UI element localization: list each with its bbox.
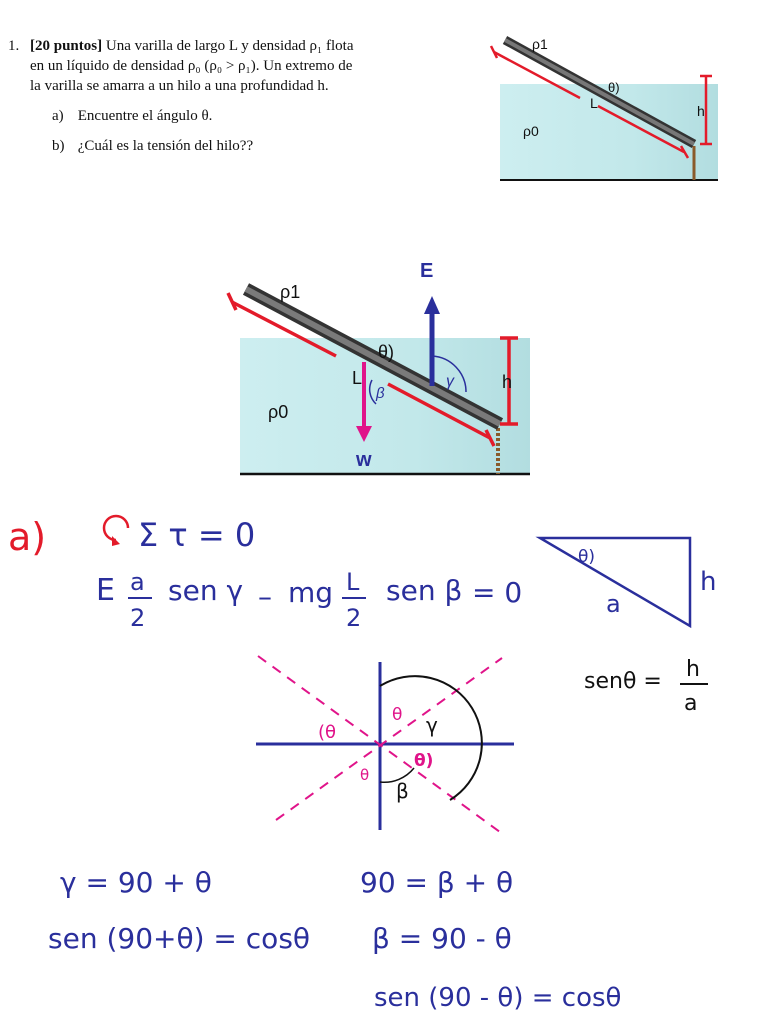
problem-number: 1.	[8, 38, 20, 54]
large-theta-label: θ)	[378, 342, 395, 362]
problem-text-3: la varilla se amarra a un hilo a una profundidad h.	[30, 78, 329, 94]
angle-diagram	[256, 656, 514, 832]
large-gamma-label: γ	[446, 373, 454, 390]
eq-sen-beta: sen (90 - θ) = cosθ	[374, 983, 622, 1013]
moment-frac1-num: a	[130, 568, 145, 596]
angle-theta-left: (θ	[318, 722, 337, 743]
large-beta-label: β	[376, 385, 385, 402]
angle-theta-bottom: θ	[360, 766, 370, 784]
w-label: w	[356, 449, 372, 471]
triangle-h: h	[700, 567, 717, 597]
moment-frac1-den: 2	[130, 604, 146, 632]
moment-mg: mg	[288, 576, 334, 609]
moment-frac2-num: L	[346, 568, 360, 596]
small-h-label: h	[697, 103, 705, 119]
small-theta-label: θ)	[608, 80, 620, 95]
large-L-label: L	[352, 368, 363, 388]
large-figure	[228, 260, 530, 474]
moment-sen-gamma: sen γ	[168, 574, 244, 607]
rotation-arrowhead-icon	[112, 536, 120, 546]
part-b-text: ¿Cuál es la tensión del hilo??	[77, 138, 254, 154]
moment-frac2-den: 2	[346, 604, 362, 632]
small-figure	[491, 36, 718, 180]
large-rho1-label: ρ1	[280, 282, 301, 302]
moment-minus: –	[258, 580, 272, 613]
sin-theta-lhs: senθ =	[584, 669, 662, 694]
problem-points: [20 puntos]	[30, 38, 103, 54]
large-h-label: h	[502, 372, 513, 392]
triangle-a: a	[606, 590, 621, 618]
E-label: E	[420, 260, 434, 282]
problem-text-1: Una varilla de largo L y densidad ρ₁ flota	[105, 38, 354, 54]
angle-gamma: γ	[426, 713, 438, 737]
problem-text-2: en un líquido de densidad ρ₀ (ρ₀ > ρ₁). Un extremo de	[30, 58, 353, 74]
part-b-label: b)	[52, 138, 65, 154]
small-rho1-label: ρ1	[532, 36, 548, 52]
handwritten-notes	[8, 515, 716, 1013]
part-a-heading: a)	[8, 515, 47, 559]
part-a-text: Encuentre el ángulo θ.	[77, 108, 213, 124]
sin-theta-num: h	[686, 657, 700, 682]
torque-equation: Σ τ = 0	[138, 516, 256, 554]
eq-ninety: 90 = β + θ	[360, 866, 514, 899]
eq-beta: β = 90 - θ	[372, 922, 512, 955]
moment-sen-beta: sen β	[386, 574, 463, 607]
small-rho0-label: ρ0	[523, 123, 539, 139]
eq-gamma: γ = 90 + θ	[60, 866, 212, 899]
triangle-theta: θ)	[578, 547, 596, 567]
sin-theta-den: a	[684, 691, 698, 716]
moment-E: E	[96, 573, 115, 608]
angle-theta-right: θ)	[414, 751, 434, 771]
small-L-label: L	[590, 95, 598, 111]
rotation-arrow-icon	[104, 516, 128, 540]
large-rho0-label: ρ0	[268, 402, 289, 422]
angle-theta-top: θ	[392, 705, 403, 725]
angle-beta: β	[396, 779, 409, 803]
eq-sen-gamma: sen (90+θ) = cosθ	[48, 922, 311, 955]
part-a-label: a)	[52, 108, 64, 124]
moment-equals-zero: = 0	[472, 576, 523, 609]
